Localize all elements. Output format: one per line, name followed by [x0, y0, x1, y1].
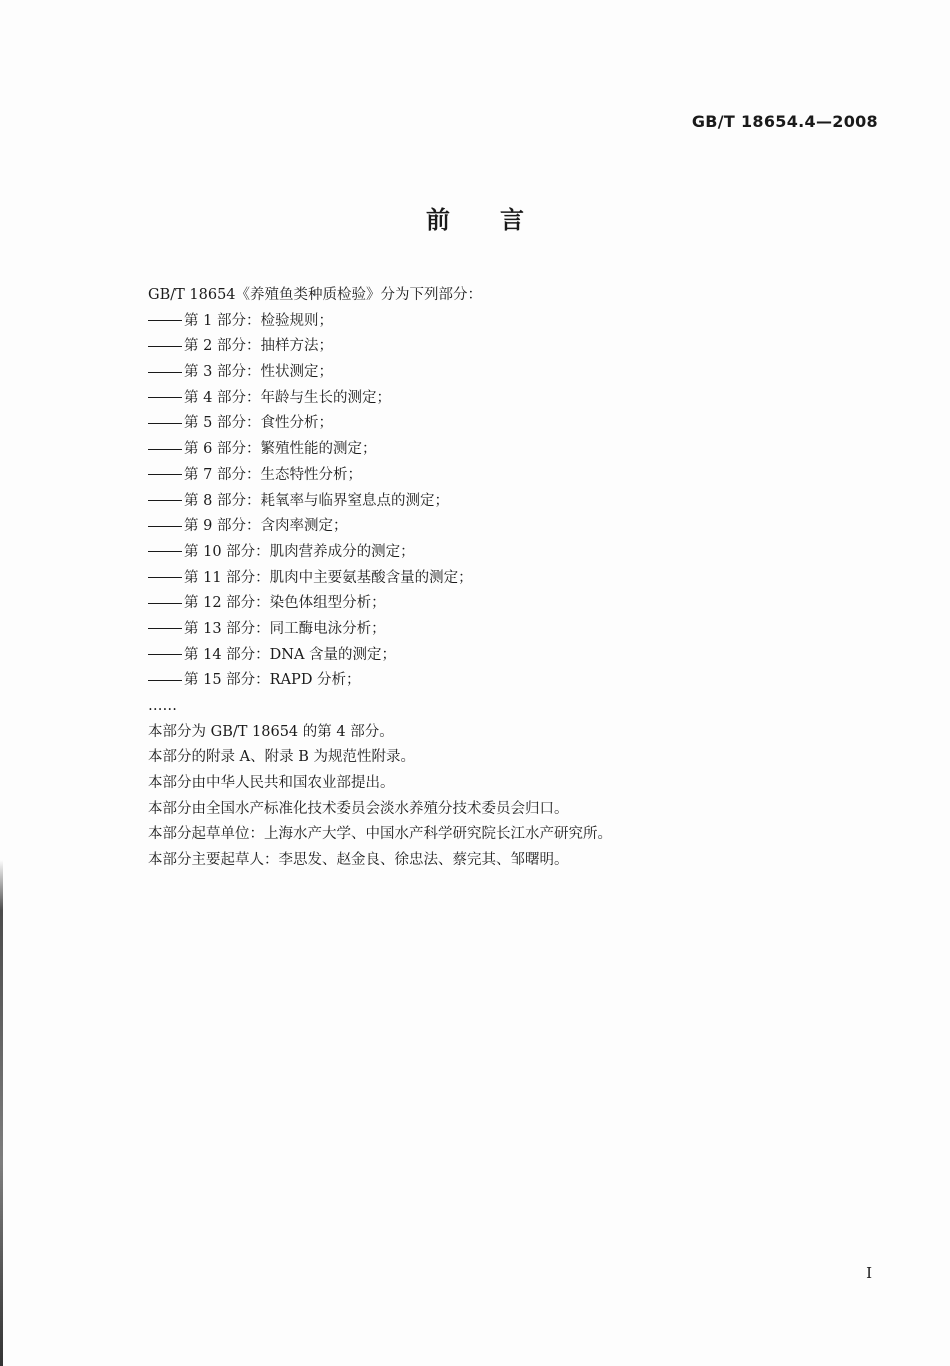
- part-item: 第 2 部分：抽样方法；: [148, 334, 868, 360]
- statement-line: 本部分主要起草人：李思发、赵金良、徐忠法、蔡完其、邹曙明。: [148, 852, 569, 869]
- dash-mark: [148, 526, 182, 527]
- dash-mark: [148, 500, 182, 501]
- part-item: 第 7 部分：生态特性分析；: [148, 463, 868, 489]
- part-item: 第 15 部分：RAPD 分析；: [148, 668, 868, 694]
- dash-mark: [148, 372, 182, 373]
- page-number: I: [866, 1264, 872, 1282]
- statement-line: 本部分为 GB/T 18654 的第 4 部分。: [148, 723, 394, 740]
- part-item: 第 8 部分：耗氧率与临界窒息点的测定；: [148, 489, 868, 515]
- dash-mark: [148, 603, 182, 604]
- part-item: 第 1 部分：检验规则；: [148, 309, 868, 335]
- part-item: 第 10 部分：肌肉营养成分的测定；: [148, 540, 868, 566]
- part-item: 第 4 部分：年龄与生长的测定；: [148, 386, 868, 412]
- part-item: 第 14 部分：DNA 含量的测定；: [148, 643, 868, 669]
- intro-line: GB/T 18654《养殖鱼类种质检验》分为下列部分：: [148, 287, 483, 303]
- dash-mark: [148, 397, 182, 398]
- part-item: 第 3 部分：性状测定；: [148, 360, 868, 386]
- part-item: 第 13 部分：同工酶电泳分析；: [148, 617, 868, 643]
- foreword-body: [148, 283, 868, 874]
- part-item: 第 5 部分：食性分析；: [148, 411, 868, 437]
- part-item: 第 9 部分：含肉率测定；: [148, 514, 868, 540]
- part-item: 第 11 部分：肌肉中主要氨基酸含量的测定；: [148, 566, 868, 592]
- standard-number: GB/T 18654.4—2008: [691, 112, 878, 131]
- page-title: 前言: [426, 206, 574, 234]
- statement-line: 本部分由中华人民共和国农业部提出。: [148, 775, 395, 792]
- dash-mark: [148, 474, 182, 475]
- dash-mark: [148, 654, 182, 655]
- part-item: 第 6 部分：繁殖性能的测定；: [148, 437, 868, 463]
- dash-mark: [148, 680, 182, 681]
- scan-edge-artifact: [0, 860, 3, 1366]
- dash-mark: [148, 423, 182, 424]
- dash-mark: [148, 449, 182, 450]
- part-item: 第 12 部分：染色体组型分析；: [148, 591, 868, 617]
- dash-mark: [148, 551, 182, 552]
- statement-line: 本部分由全国水产标准化技术委员会淡水养殖分技术委员会归口。: [148, 800, 569, 817]
- statement-line: 本部分的附录 A、附录 B 为规范性附录。: [148, 749, 415, 766]
- dash-mark: [148, 320, 182, 321]
- ellipsis-line: ……: [148, 698, 177, 714]
- statement-line: 本部分起草单位：上海水产大学、中国水产科学研究院长江水产研究所。: [148, 826, 612, 843]
- dash-mark: [148, 577, 182, 578]
- dash-mark: [148, 628, 182, 629]
- dash-mark: [148, 346, 182, 347]
